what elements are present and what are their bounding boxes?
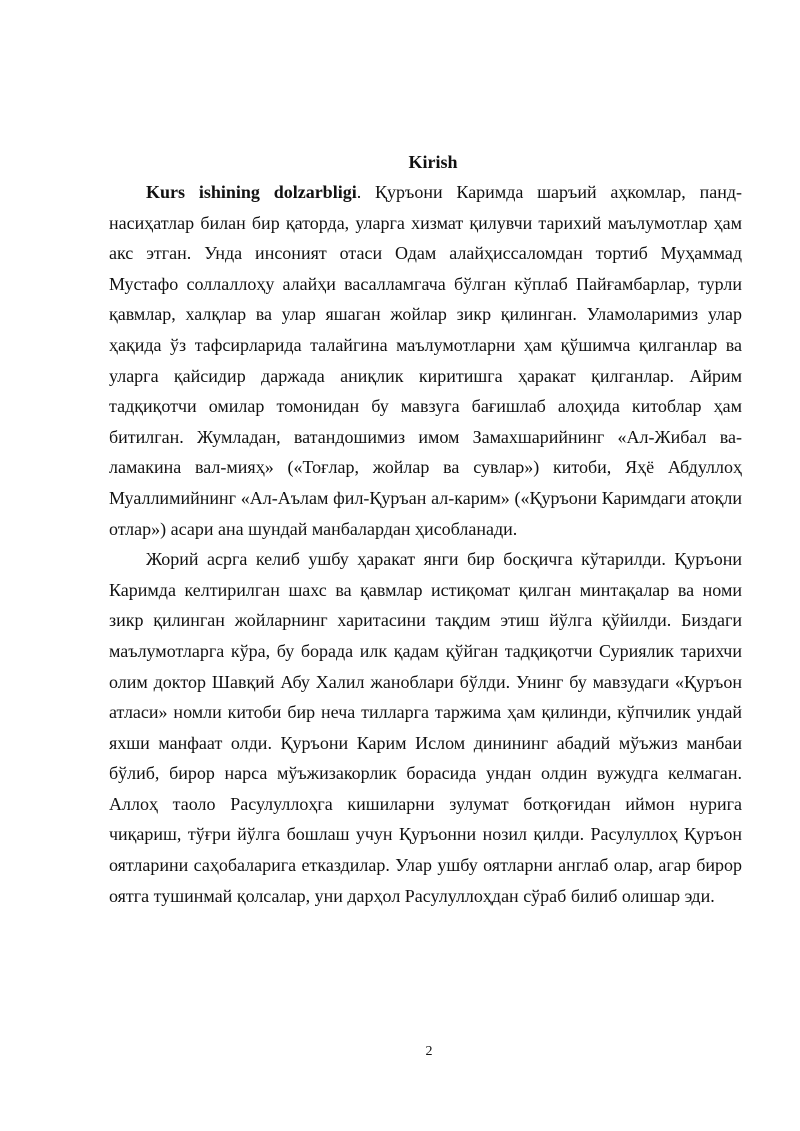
paragraph-atlas <box>109 544 742 911</box>
section-heading: Kirish <box>408 152 458 172</box>
paragraph-relevance <box>109 177 742 544</box>
paragraph-text: Жорий асрга келиб ушбу ҳаракат янги бир босқичга кўтарилди. Қуръони Каримда келтирилган шахс ва қавмлар истиқомат қилган минтақалар ва номи зикр қилинган жойларнинг харитасини тақдим этиш йўлга қўйилди. Биздаги маълумотларга кўра, бу борада илк қадам қўйган тадқиқотчи Суриялик тарихчи олим доктор Шавқий Абу Халил жаноблари бўлди. Унинг бу мавзудаги «Қуръон атласи» номли китоби бир неча тилларга таржима ҳам қилинди, кўпчилик ундай яхши манфаат олди. Қуръони Карим Ислом динининг абадий мўъжиз манбаи бўлиб, бирор нарса мўъжизакорлик борасида ундан олдин вужудга келмаган. Аллоҳ таоло Расулуллоҳга кишиларни зулумат ботқоғидан иймон нурига чиқариш, тўғри йўлга бошлаш учун Қуръонни нозил қилди. Расулуллоҳ Қуръон оятларини саҳобаларига етказдилар. Улар ушбу оятларни англаб олар, агар бирор оятга тушинмай қолсалар, уни дарҳол Расулуллоҳдан сўраб билиб олишар эди. <box>109 549 742 906</box>
page-number: 2 <box>425 1044 433 1059</box>
relevance-lead-term: Kurs ishining dolzarbligi <box>146 182 357 202</box>
paragraph-text: . Қуръони Каримда шаръий аҳкомлар, панд-насиҳатлар билан бир қаторда, уларга хизмат қилувчи тарихий маълумотлар ҳам акс этган. Унда инсоният отаси Одам алайҳиссаломдан тортиб Муҳаммад Мустафо соллаллоҳу алайҳи васалламгача бўлган кўплаб Пайғамбарлар, турли қавмлар, халқлар ва улар яшаган жойлар зикр қилинган. Уламоларимиз улар ҳақида ўз тафсирларида талайгина маълумотларни ҳам қўшимча қилганлар ва уларга қайсидир даржада аниқлик киритишга ҳаракат қилганлар. Айрим тадқиқотчи омилар томонидан бу мавзуга бағишлаб алоҳида китоблар ҳам битилган. Жумладан, ватандошимиз имом Замахшарийнинг «Ал-Жибал ва-ламакина вал-мияҳ» («Тоғлар, жойлар ва сувлар») китоби, Яҳё Абдуллоҳ Муаллимийнинг «Ал-Аълам фил-Қуръан ал-карим» («Қуръони Каримдаги атоқли отлар») асари ана шундай манбалардан ҳисобланади. <box>109 182 742 539</box>
body-text <box>109 177 742 911</box>
